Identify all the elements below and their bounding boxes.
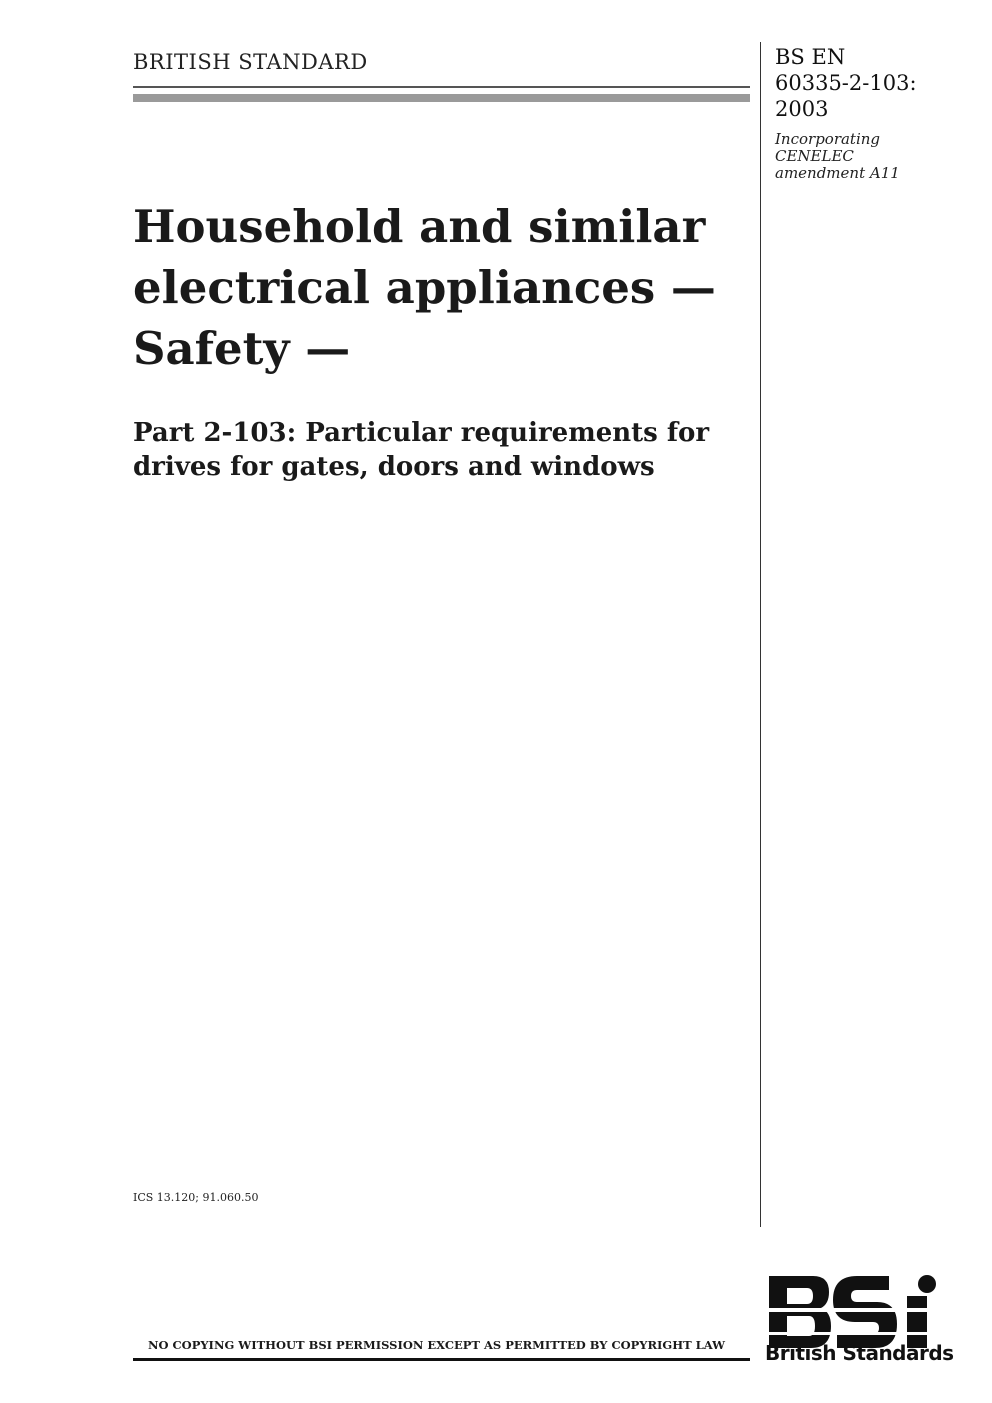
amendment-note-line-2: CENELEC bbox=[775, 147, 854, 165]
standard-number bbox=[775, 44, 975, 122]
column-divider bbox=[760, 42, 761, 1227]
header-rule-grey bbox=[133, 94, 750, 102]
ics-code: ICS 13.120; 91.060.50 bbox=[133, 1191, 259, 1204]
footer-rule bbox=[133, 1358, 750, 1361]
document-subtitle bbox=[133, 416, 753, 484]
copyright-notice: NO COPYING WITHOUT BSI PERMISSION EXCEPT AS PERMITTED BY COPYRIGHT LAW bbox=[148, 1338, 726, 1352]
document-title bbox=[133, 196, 753, 379]
title-line-2: electrical appliances — bbox=[133, 261, 716, 314]
title-line-3: Safety — bbox=[133, 322, 351, 375]
standard-number-line-3: 2003 bbox=[775, 97, 829, 121]
amendment-note-line-3: amendment A11 bbox=[775, 164, 900, 182]
standard-number-line-2: 60335-2-103: bbox=[775, 71, 917, 95]
subtitle-line-1: Part 2-103: Particular requirements for bbox=[133, 418, 710, 448]
standard-number-line-1: BS EN bbox=[775, 45, 846, 69]
logo-caption: British Standards bbox=[765, 1341, 954, 1365]
header-rule-thin bbox=[133, 86, 750, 88]
amendment-note-line-1: Incorporating bbox=[775, 130, 881, 148]
amendment-note bbox=[775, 131, 975, 182]
title-line-1: Household and similar bbox=[133, 200, 706, 253]
subtitle-line-2: drives for gates, doors and windows bbox=[133, 452, 655, 482]
document-type-label: BRITISH STANDARD bbox=[133, 50, 368, 74]
